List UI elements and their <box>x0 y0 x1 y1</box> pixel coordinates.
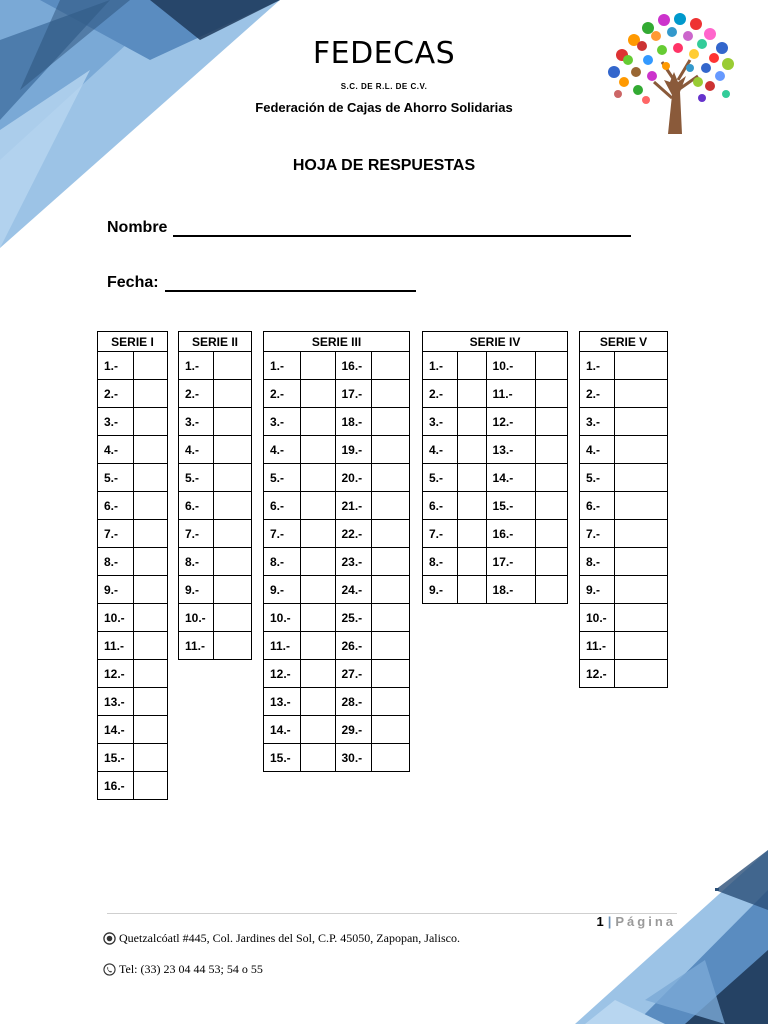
organization-legal-type: S.C. DE R.L. DE C.V. <box>340 82 428 91</box>
address-text: Quetzalcóatl #445, Col. Jardines del Sol, C.P. 45050, Zapopan, Jalisco. <box>119 931 460 945</box>
answer-cell[interactable] <box>300 380 335 408</box>
answer-cell[interactable] <box>372 688 410 716</box>
answer-cell[interactable] <box>536 576 568 604</box>
answer-row <box>580 548 668 576</box>
answer-row <box>98 548 168 576</box>
question-number: 7.- <box>98 520 134 548</box>
footer-address <box>103 931 460 946</box>
answer-row <box>423 352 568 380</box>
footer-phone <box>103 962 263 977</box>
answer-cell[interactable] <box>457 548 486 576</box>
question-number: 25.- <box>335 604 372 632</box>
answer-cell[interactable] <box>300 660 335 688</box>
question-number: 5.- <box>423 464 458 492</box>
question-number: 3.- <box>580 408 615 436</box>
answer-row <box>580 380 668 408</box>
answer-cell[interactable] <box>133 520 167 548</box>
answer-cell[interactable] <box>372 548 410 576</box>
question-number: 4.- <box>580 436 615 464</box>
answer-row <box>98 604 168 632</box>
page-word: Página <box>615 914 676 929</box>
question-number: 2.- <box>179 380 214 408</box>
question-number: 6.- <box>580 492 615 520</box>
answer-row <box>264 576 410 604</box>
question-number: 13.- <box>486 436 536 464</box>
answer-cell[interactable] <box>614 632 667 660</box>
page-separator: | <box>607 914 612 929</box>
answer-row <box>580 436 668 464</box>
answer-cell[interactable] <box>213 352 251 380</box>
phone-icon <box>103 963 116 976</box>
name-input-line[interactable] <box>173 221 631 237</box>
question-number: 10.- <box>580 604 615 632</box>
answer-row <box>179 576 252 604</box>
question-number: 10.- <box>486 352 536 380</box>
answer-cell[interactable] <box>372 520 410 548</box>
answer-cell[interactable] <box>213 520 251 548</box>
answer-row <box>179 380 252 408</box>
answer-cell[interactable] <box>300 744 335 772</box>
question-number: 18.- <box>335 408 372 436</box>
answer-cell[interactable] <box>536 464 568 492</box>
answer-cell[interactable] <box>457 464 486 492</box>
answer-cell[interactable] <box>614 436 667 464</box>
question-number: 4.- <box>264 436 301 464</box>
question-number: 3.- <box>179 408 214 436</box>
question-number: 8.- <box>264 548 301 576</box>
question-number: 14.- <box>486 464 536 492</box>
question-number: 2.- <box>98 380 134 408</box>
answer-row <box>580 576 668 604</box>
answer-row <box>98 660 168 688</box>
answer-cell[interactable] <box>213 492 251 520</box>
question-number: 10.- <box>98 604 134 632</box>
answer-row <box>423 380 568 408</box>
answer-row <box>264 632 410 660</box>
sheet-title: HOJA DE RESPUESTAS <box>292 157 476 174</box>
answer-row <box>179 492 252 520</box>
question-number: 11.- <box>98 632 134 660</box>
answer-row <box>98 492 168 520</box>
answer-row <box>264 436 410 464</box>
question-number: 3.- <box>264 408 301 436</box>
serie-iv-title: SERIE IV <box>423 332 568 352</box>
answer-row <box>98 352 168 380</box>
question-number: 2.- <box>264 380 301 408</box>
question-number: 28.- <box>335 688 372 716</box>
question-number: 15.- <box>264 744 301 772</box>
answer-row <box>179 604 252 632</box>
answer-row <box>98 688 168 716</box>
answer-row <box>264 604 410 632</box>
question-number: 8.- <box>98 548 134 576</box>
answer-cell[interactable] <box>133 548 167 576</box>
answer-row <box>264 716 410 744</box>
question-number: 1.- <box>98 352 134 380</box>
answer-cell[interactable] <box>457 436 486 464</box>
question-number: 5.- <box>580 464 615 492</box>
answer-cell[interactable] <box>614 520 667 548</box>
answer-cell[interactable] <box>372 632 410 660</box>
question-number: 15.- <box>486 492 536 520</box>
question-number: 23.- <box>335 548 372 576</box>
date-input-line[interactable] <box>165 276 416 292</box>
answer-cell[interactable] <box>536 520 568 548</box>
answer-cell[interactable] <box>614 548 667 576</box>
question-number: 4.- <box>98 436 134 464</box>
answer-row <box>98 632 168 660</box>
answer-cell[interactable] <box>133 688 167 716</box>
question-number: 12.- <box>264 660 301 688</box>
question-number: 8.- <box>179 548 214 576</box>
question-number: 9.- <box>179 576 214 604</box>
answer-row <box>580 632 668 660</box>
answer-cell[interactable] <box>457 576 486 604</box>
answer-cell[interactable] <box>300 548 335 576</box>
answer-row <box>423 492 568 520</box>
answer-cell[interactable] <box>457 408 486 436</box>
answer-cell[interactable] <box>372 408 410 436</box>
answer-row <box>98 464 168 492</box>
name-field <box>107 219 631 237</box>
question-number: 21.- <box>335 492 372 520</box>
answer-row <box>580 604 668 632</box>
answer-row <box>264 520 410 548</box>
serie-iv-table <box>422 331 568 604</box>
serie-v-title: SERIE V <box>580 332 668 352</box>
question-number: 15.- <box>98 744 134 772</box>
answer-row <box>423 576 568 604</box>
question-number: 17.- <box>335 380 372 408</box>
question-number: 1.- <box>423 352 458 380</box>
answer-cell[interactable] <box>300 632 335 660</box>
question-number: 9.- <box>580 576 615 604</box>
answer-cell[interactable] <box>300 576 335 604</box>
question-number: 11.- <box>486 380 536 408</box>
answer-row <box>264 744 410 772</box>
answer-row <box>423 408 568 436</box>
answer-cell[interactable] <box>133 772 167 800</box>
question-number: 9.- <box>264 576 301 604</box>
answer-row <box>98 436 168 464</box>
question-number: 19.- <box>335 436 372 464</box>
answer-cell[interactable] <box>213 380 251 408</box>
answer-cell[interactable] <box>614 604 667 632</box>
question-number: 13.- <box>98 688 134 716</box>
answer-row <box>423 464 568 492</box>
answer-cell[interactable] <box>133 744 167 772</box>
question-number: 29.- <box>335 716 372 744</box>
answer-row <box>264 548 410 576</box>
page-number: 1 <box>596 914 604 929</box>
answer-cell[interactable] <box>614 492 667 520</box>
answer-cell[interactable] <box>536 408 568 436</box>
question-number: 2.- <box>580 380 615 408</box>
answer-cell[interactable] <box>213 436 251 464</box>
bottom-right-decoration <box>575 850 768 1024</box>
answer-cell[interactable] <box>133 408 167 436</box>
serie-i-table <box>97 331 168 800</box>
question-number: 12.- <box>98 660 134 688</box>
answer-row <box>264 380 410 408</box>
question-number: 4.- <box>423 436 458 464</box>
answer-cell[interactable] <box>372 380 410 408</box>
answer-cell[interactable] <box>133 604 167 632</box>
answer-cell[interactable] <box>300 492 335 520</box>
answer-cell[interactable] <box>536 492 568 520</box>
question-number: 5.- <box>179 464 214 492</box>
answer-row <box>580 464 668 492</box>
answer-cell[interactable] <box>300 604 335 632</box>
question-number: 4.- <box>179 436 214 464</box>
answer-row <box>580 492 668 520</box>
answer-cell[interactable] <box>372 744 410 772</box>
question-number: 7.- <box>580 520 615 548</box>
answer-row <box>98 520 168 548</box>
answer-cell[interactable] <box>457 352 486 380</box>
question-number: 1.- <box>179 352 214 380</box>
answer-cell[interactable] <box>133 632 167 660</box>
answer-row <box>179 632 252 660</box>
answer-row <box>264 660 410 688</box>
question-number: 11.- <box>580 632 615 660</box>
answer-cell[interactable] <box>213 604 251 632</box>
question-number: 7.- <box>179 520 214 548</box>
answer-cell[interactable] <box>372 576 410 604</box>
answer-row <box>423 520 568 548</box>
question-number: 1.- <box>264 352 301 380</box>
question-number: 3.- <box>423 408 458 436</box>
question-number: 18.- <box>486 576 536 604</box>
answer-row <box>98 744 168 772</box>
answer-cell[interactable] <box>372 716 410 744</box>
answer-row <box>264 492 410 520</box>
answer-cell[interactable] <box>213 464 251 492</box>
question-number: 5.- <box>264 464 301 492</box>
serie-ii-title: SERIE II <box>179 332 252 352</box>
answer-cell[interactable] <box>300 352 335 380</box>
question-number: 7.- <box>423 520 458 548</box>
question-number: 16.- <box>486 520 536 548</box>
answer-row <box>423 436 568 464</box>
name-label: Nombre <box>107 219 168 236</box>
serie-v-table <box>579 331 668 688</box>
answer-cell[interactable] <box>133 464 167 492</box>
answer-cell[interactable] <box>614 380 667 408</box>
question-number: 9.- <box>423 576 458 604</box>
answer-cell[interactable] <box>213 632 251 660</box>
question-number: 16.- <box>98 772 134 800</box>
organization-full-name: Federación de Cajas de Ahorro Solidarias <box>255 100 513 115</box>
answer-cell[interactable] <box>300 464 335 492</box>
location-pin-icon <box>103 932 116 945</box>
answer-cell[interactable] <box>213 576 251 604</box>
answer-cell[interactable] <box>133 380 167 408</box>
question-number: 7.- <box>264 520 301 548</box>
question-number: 8.- <box>580 548 615 576</box>
question-number: 6.- <box>264 492 301 520</box>
question-number: 6.- <box>423 492 458 520</box>
answer-cell[interactable] <box>372 660 410 688</box>
answer-cell[interactable] <box>300 436 335 464</box>
serie-iii-table <box>263 331 410 772</box>
question-number: 16.- <box>335 352 372 380</box>
answer-cell[interactable] <box>300 688 335 716</box>
question-number: 1.- <box>580 352 615 380</box>
answer-row <box>98 380 168 408</box>
question-number: 6.- <box>98 492 134 520</box>
answer-row <box>98 576 168 604</box>
answer-row <box>580 408 668 436</box>
answer-cell[interactable] <box>133 660 167 688</box>
answer-row <box>264 464 410 492</box>
answer-row <box>179 352 252 380</box>
answer-cell[interactable] <box>133 352 167 380</box>
answer-cell[interactable] <box>457 380 486 408</box>
answer-row <box>98 772 168 800</box>
answer-cell[interactable] <box>536 352 568 380</box>
answer-cell[interactable] <box>213 548 251 576</box>
answer-cell[interactable] <box>372 436 410 464</box>
question-number: 11.- <box>264 632 301 660</box>
question-number: 24.- <box>335 576 372 604</box>
question-number: 14.- <box>264 716 301 744</box>
question-number: 2.- <box>423 380 458 408</box>
answer-row <box>179 464 252 492</box>
question-number: 26.- <box>335 632 372 660</box>
answer-cell[interactable] <box>372 492 410 520</box>
answer-row <box>98 408 168 436</box>
question-number: 13.- <box>264 688 301 716</box>
answer-cell[interactable] <box>614 352 667 380</box>
answer-row <box>179 520 252 548</box>
serie-i-title: SERIE I <box>98 332 168 352</box>
question-number: 8.- <box>423 548 458 576</box>
answer-cell[interactable] <box>372 604 410 632</box>
question-number: 3.- <box>98 408 134 436</box>
question-number: 6.- <box>179 492 214 520</box>
answer-cell[interactable] <box>372 464 410 492</box>
question-number: 12.- <box>486 408 536 436</box>
footer-divider <box>107 913 677 914</box>
answer-row <box>580 352 668 380</box>
answer-row <box>179 408 252 436</box>
hands-tree-logo <box>602 10 740 134</box>
answer-cell[interactable] <box>133 576 167 604</box>
answer-row <box>423 548 568 576</box>
question-number: 9.- <box>98 576 134 604</box>
answer-cell[interactable] <box>300 408 335 436</box>
question-number: 14.- <box>98 716 134 744</box>
answer-cell[interactable] <box>614 576 667 604</box>
answer-cell[interactable] <box>300 520 335 548</box>
answer-row <box>264 408 410 436</box>
answer-row <box>179 436 252 464</box>
question-number: 22.- <box>335 520 372 548</box>
question-number: 10.- <box>264 604 301 632</box>
serie-iii-title: SERIE III <box>264 332 410 352</box>
date-field <box>107 274 416 292</box>
organization-name: FEDECAS <box>312 36 456 71</box>
answer-cell[interactable] <box>536 380 568 408</box>
answer-cell[interactable] <box>614 464 667 492</box>
question-number: 17.- <box>486 548 536 576</box>
phone-text: Tel: (33) 23 04 44 53; 54 o 55 <box>119 962 263 976</box>
answer-cell[interactable] <box>614 660 667 688</box>
answer-cell[interactable] <box>457 520 486 548</box>
answer-cell[interactable] <box>457 492 486 520</box>
question-number: 12.- <box>580 660 615 688</box>
answer-cell[interactable] <box>133 492 167 520</box>
answer-cell[interactable] <box>300 716 335 744</box>
date-label: Fecha: <box>107 274 159 291</box>
question-number: 11.- <box>179 632 214 660</box>
answer-row <box>580 520 668 548</box>
answer-row <box>264 688 410 716</box>
serie-ii-table <box>178 331 252 660</box>
answer-row <box>580 660 668 688</box>
answer-cell[interactable] <box>133 436 167 464</box>
question-number: 30.- <box>335 744 372 772</box>
answer-row <box>179 548 252 576</box>
answer-cell[interactable] <box>372 352 410 380</box>
question-number: 10.- <box>179 604 214 632</box>
answer-row <box>98 716 168 744</box>
question-number: 20.- <box>335 464 372 492</box>
answer-cell[interactable] <box>614 408 667 436</box>
answer-cell[interactable] <box>536 548 568 576</box>
answer-cell[interactable] <box>536 436 568 464</box>
answer-row <box>264 352 410 380</box>
question-number: 27.- <box>335 660 372 688</box>
answer-cell[interactable] <box>133 716 167 744</box>
page-number-label <box>597 914 677 929</box>
answer-cell[interactable] <box>213 408 251 436</box>
question-number: 5.- <box>98 464 134 492</box>
